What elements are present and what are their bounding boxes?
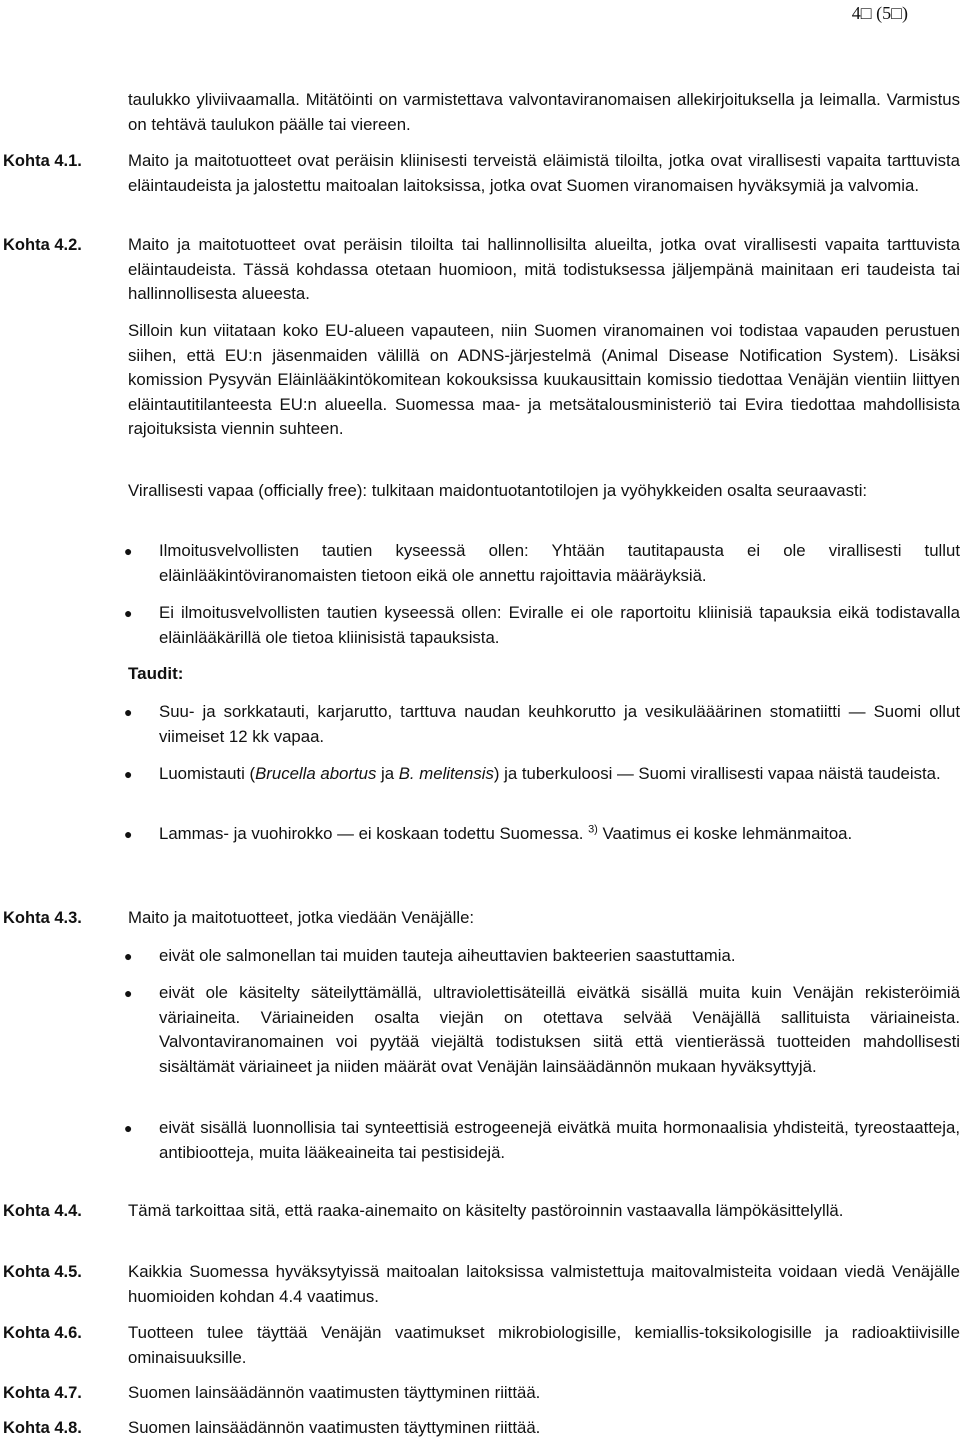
section-4-6-text: Tuotteen tulee täyttää Venäjän vaatimukset mikrobiologisille, kemiallis-toksikologisille ja radioaktiivisille ominaisuuksille.	[128, 1323, 960, 1367]
freedom-bullet-1: Ilmoitusvelvollisten tautien kyseessä ollen: Yhtään tautitapausta ei ole virallisesti tullut eläinlääkintöviranomaisten tietoon eikä ole annettu rajoittavia määräyksiä.	[159, 541, 960, 585]
disease-bullet-2	[159, 762, 960, 787]
section-label-4-8: Kohta 4.8.	[3, 1419, 82, 1437]
export-bullet-2: eivät ole käsitelty säteilyttämällä, ultraviolettisäteillä eivätkä sisällä muita kuin Venäjän rekisteröimiä väriaineita. Väriaineiden osalta viejän on otettava selvää Venäjällä sallituista väriaineista. Valvontaviranomainen voi pyytää viejältä todistuksen siitä että vientierässä tuotteiden mahdollisesti sisältämät väriaineet ja niiden määrät ovat Venäjän lainsäädännön mukaan hyväksyttyjä.	[159, 983, 960, 1076]
section-4-7-text: Suomen lainsäädännön vaatimusten täyttyminen riittää.	[128, 1383, 541, 1402]
bullet-icon: ●	[124, 605, 133, 621]
intro-paragraph: taulukko yliviivaamalla. Mitätöinti on varmistettava valvontaviranomaisen allekirjoituksella ja leimalla. Varmistus on tehtävä taulukon päälle tai viereen.	[128, 90, 960, 134]
freedom-bullet-2: Ei ilmoitusvelvollisten tautien kyseessä ollen: Eviralle ei ole raportoitu kliinisiä tapauksia eikä todistavalla eläinlääkärillä ole tietoa kliinisistä tapauksista.	[159, 603, 960, 647]
section-label-4-5: Kohta 4.5.	[3, 1263, 82, 1281]
page-number: 4□ (5□)	[851, 3, 908, 23]
section-label-4-1: Kohta 4.1.	[3, 152, 82, 170]
diseases-heading: Taudit:	[128, 664, 184, 683]
bullet-icon: ●	[124, 948, 133, 964]
section-label-4-6: Kohta 4.6.	[3, 1324, 82, 1342]
disease-3-text-a: Lammas- ja vuohirokko — ei koskaan todettu Suomessa.	[159, 824, 589, 843]
export-bullet-1: eivät ole salmonellan tai muiden tauteja aiheuttavien bakteerien saastuttamia.	[159, 946, 736, 965]
section-4-2-paragraph-3: Virallisesti vapaa (officially free): tulkitaan maidontuotantotilojen ja vyöhykkeiden osalta seuraavasti:	[128, 481, 868, 500]
section-label-4-4: Kohta 4.4.	[3, 1202, 82, 1220]
disease-2-text-c: ja	[376, 764, 399, 783]
section-4-4-text: Tämä tarkoittaa sitä, että raaka-ainemaito on käsitelty pastöroinnin vastaavalla lämpökäsittelyllä.	[128, 1201, 844, 1220]
export-bullet-3: eivät sisällä luonnollisia tai synteettisiä estrogeenejä eivätkä muita hormonaalisia yhdisteitä, tyreostaatteja, antibiootteja, muita lääkeaineita tai pestisidejä.	[159, 1118, 960, 1162]
disease-3-text-b: Vaatimus ei koske lehmänmaitoa.	[597, 824, 853, 843]
section-4-1-text: Maito ja maitotuotteet ovat peräisin kliinisesti terveistä eläimistä tiloilta, jotka ovat virallisesti vapaita tarttuvista eläintaudeista ja jalostettu maitoalan laitoksissa, jotka ovat Suomen viranomaisen hyväksymiä ja valvomia.	[128, 151, 960, 195]
bullet-icon: ●	[124, 1120, 133, 1136]
bullet-icon: ●	[124, 704, 133, 720]
section-4-3-text: Maito ja maitotuotteet, jotka viedään Venäjälle:	[128, 908, 475, 927]
disease-bullet-3	[159, 822, 960, 847]
bullet-icon: ●	[124, 985, 133, 1001]
disease-2-species-2: B. melitensis	[398, 764, 494, 783]
bullet-icon: ●	[124, 826, 133, 842]
section-4-5-text: Kaikkia Suomessa hyväksytyissä maitoalan laitoksissa valmistettuja maitovalmisteita voidaan viedä Venäjälle huomioiden kohdan 4.4 vaatimus.	[128, 1262, 960, 1306]
section-4-8-text: Suomen lainsäädännön vaatimusten täyttyminen riittää.	[128, 1418, 541, 1437]
bullet-icon: ●	[124, 543, 133, 559]
section-label-4-2: Kohta 4.2.	[3, 236, 82, 254]
section-label-4-7: Kohta 4.7.	[3, 1384, 82, 1402]
disease-2-text-e: ) ja tuberkuloosi — Suomi virallisesti vapaa näistä taudeista.	[493, 764, 941, 783]
section-label-4-3: Kohta 4.3.	[3, 909, 82, 927]
disease-2-text-a: Luomistauti (	[159, 764, 256, 783]
section-4-2-paragraph-1: Maito ja maitotuotteet ovat peräisin tiloilta tai hallinnollisilta alueilta, jotka ovat virallisesti vapaita tarttuvista eläintaudeista. Tässä kohdassa otetaan huomioon, mitä todistuksessa jäljempänä mainitaan eri taudeista tai hallinnollisesta alueesta.	[128, 235, 960, 303]
section-4-2-paragraph-2: Silloin kun viitataan koko EU-alueen vapauteen, niin Suomen viranomainen voi todistaa vapauden perustuen siihen, että EU:n jäsenmaiden välillä on ADNS-järjestelmä (Animal Disease Notification System). Lisäksi komission Pysyvän Eläinlääkintökomitean kokouksissa kuukausittain komissio tiedottaa Venäjän vientiin liittyen eläintautitilanteesta EU:n alueella. Suomessa maa- ja metsätalousministeriö tai Evira tiedottaa mahdollisista rajoituksista viennin suhteen.	[128, 321, 960, 438]
bullet-icon: ●	[124, 766, 133, 782]
disease-bullet-1: Suu- ja sorkkatauti, karjarutto, tarttuva naudan keuhkorutto ja vesikulääärinen stomatiitti — Suomi ollut viimeiset 12 kk vapaa.	[159, 702, 960, 746]
disease-2-species-1: Brucella abortus	[255, 764, 377, 783]
footnote-ref-3: 3)	[588, 823, 598, 836]
